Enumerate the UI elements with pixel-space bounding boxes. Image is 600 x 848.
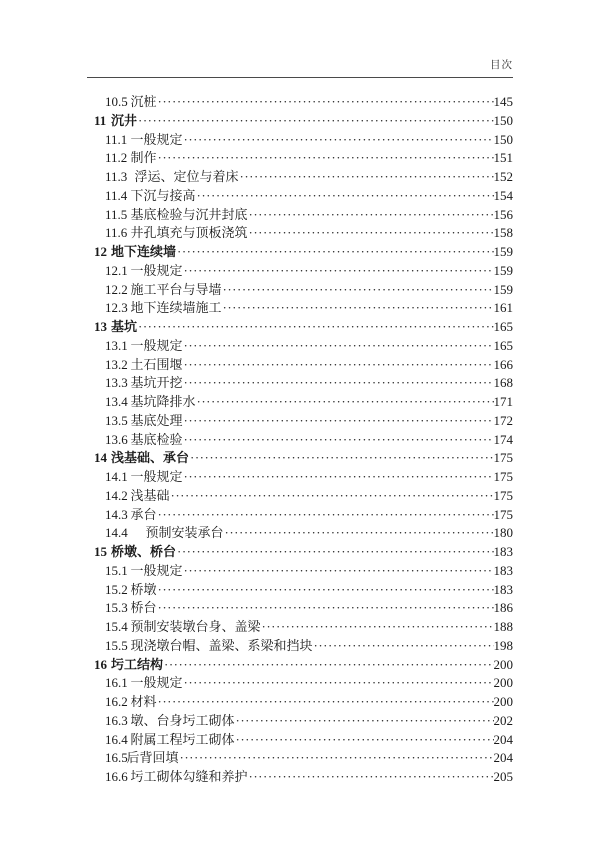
dot-leader [164, 656, 493, 675]
dot-leader [197, 393, 494, 412]
page-header-title: 目次 [490, 60, 513, 71]
dot-leader [158, 93, 494, 112]
toc-entry-page: 159 [493, 281, 513, 297]
toc-entry-number: 11.3 [105, 169, 128, 184]
toc-entry [87, 149, 513, 168]
dot-leader [190, 449, 493, 468]
toc-entry-page: 161 [493, 300, 513, 316]
toc-entry-page: 151 [493, 150, 513, 166]
toc-entry-page: 166 [493, 356, 513, 372]
toc-entry-number: 14.1 [105, 469, 128, 484]
toc-entry [87, 262, 513, 281]
toc-entry [87, 543, 513, 562]
toc-entry-page: 183 [493, 562, 513, 578]
toc-entry-title: 下沉与接高 [130, 187, 196, 203]
toc-entry-number: 13.4 [105, 394, 128, 409]
toc-entry-title: 一般规定 [130, 262, 183, 278]
dot-leader [184, 337, 494, 356]
toc-entry-number: 12 [94, 244, 107, 259]
dot-leader [158, 149, 494, 168]
running-head [87, 59, 513, 78]
toc-entry-number: 15.1 [105, 562, 128, 578]
toc-entry [87, 299, 513, 318]
dot-leader [236, 731, 494, 750]
dot-leader [240, 168, 494, 187]
toc-entry [87, 524, 513, 543]
toc-entry-page: 171 [493, 394, 513, 409]
dot-leader [223, 281, 494, 300]
toc-entry-title: 承台 [130, 506, 157, 522]
dot-leader [177, 543, 493, 562]
toc-entry-title: 基坑 [111, 319, 138, 334]
toc-entry-number: 14.4 [105, 525, 128, 541]
toc-entry-page: 175 [493, 469, 513, 484]
toc-entry [87, 562, 513, 581]
toc-entry-number: 11 [94, 112, 107, 128]
toc-entry-title: 沉桩 [130, 94, 157, 109]
dot-leader [314, 637, 494, 656]
toc-entry-number: 14.2 [105, 487, 128, 503]
toc-entry-title: 圬工结构 [111, 656, 164, 672]
toc-entry-title: 桥台 [130, 600, 157, 616]
toc-entry [87, 712, 513, 731]
toc-entry-number: 15.3 [105, 600, 128, 616]
dot-leader [249, 768, 494, 787]
toc-entry-title: 材料 [130, 694, 157, 709]
toc-entry-number: 13.6 [105, 431, 128, 447]
toc-entry [87, 674, 513, 693]
toc-entry-title: 圬工砌体勾缝和养护 [130, 769, 248, 784]
toc-entry-title: 浮运、定位与着床 [134, 169, 239, 184]
dot-leader [225, 524, 494, 543]
toc-entry-title: 一般规定 [130, 675, 183, 691]
toc-entry-page: 205 [493, 769, 513, 784]
dot-leader [249, 224, 494, 243]
toc-entry-title: 地下连续墙施工 [130, 300, 222, 316]
toc-entry-title: 后背回填 [126, 750, 179, 766]
toc-entry [87, 599, 513, 618]
toc-entry [87, 131, 513, 150]
toc-entry-number: 16.3 [105, 712, 128, 728]
toc-list [87, 93, 513, 787]
toc-entry-title: 沉井 [111, 112, 138, 128]
toc-entry-number: 16.1 [105, 675, 128, 691]
toc-entry-title: 一般规定 [130, 131, 183, 147]
toc-entry-title: 基底检验与沉井封底 [130, 206, 248, 222]
toc-entry [87, 356, 513, 375]
toc-entry-page: 168 [493, 375, 513, 391]
dot-leader [138, 318, 493, 337]
toc-entry-page: 172 [493, 412, 513, 428]
toc-entry [87, 637, 513, 656]
toc-entry-number: 13.2 [105, 356, 128, 372]
dot-leader [177, 243, 493, 262]
toc-entry [87, 393, 513, 412]
toc-entry-number: 16.4 [105, 731, 128, 747]
toc-entry-page: 165 [493, 337, 513, 353]
toc-entry-title: 制作 [130, 150, 157, 166]
toc-entry-page: 180 [493, 525, 513, 541]
toc-entry-page: 156 [493, 206, 513, 222]
dot-leader [236, 712, 494, 731]
toc-entry-title: 一般规定 [130, 469, 183, 484]
toc-entry-number: 13 [94, 319, 107, 334]
toc-entry-title: 土石围堰 [130, 356, 183, 372]
toc-entry-title: 基底处理 [130, 412, 183, 428]
dot-leader [138, 112, 493, 131]
toc-entry-number: 13.5 [105, 412, 128, 428]
dot-leader [184, 262, 494, 281]
toc-entry-title: 浅基础、承台 [111, 450, 190, 466]
toc-entry-page: 183 [493, 581, 513, 597]
toc-entry [87, 224, 513, 243]
toc-entry-title: 井孔填充与顶板浇筑 [130, 225, 248, 241]
dot-leader [262, 618, 494, 637]
toc-entry-page: 204 [493, 731, 513, 747]
dot-leader [184, 562, 494, 581]
toc-entry [87, 506, 513, 525]
toc-entry-number: 16.5 [105, 750, 128, 766]
toc-entry [87, 768, 513, 787]
toc-entry [87, 187, 513, 206]
dot-leader [249, 206, 494, 225]
toc-entry-number: 12.1 [105, 262, 128, 278]
toc-entry-number: 10.5 [105, 94, 128, 109]
toc-entry-page: 145 [493, 94, 513, 109]
dot-leader [158, 693, 494, 712]
toc-entry-page: 183 [493, 544, 513, 559]
toc-entry [87, 93, 513, 112]
toc-entry-number: 11.2 [105, 150, 128, 166]
dot-leader [184, 431, 494, 450]
toc-entry-number: 12.3 [105, 300, 128, 316]
toc-entry-title: 浅基础 [130, 487, 170, 503]
toc-entry-page: 200 [493, 694, 513, 709]
toc-entry [87, 281, 513, 300]
toc-entry-number: 15 [94, 544, 107, 559]
toc-entry [87, 243, 513, 262]
toc-entry-title: 一般规定 [130, 562, 183, 578]
toc-entry [87, 581, 513, 600]
toc-entry-number: 15.2 [105, 581, 128, 597]
toc-entry [87, 449, 513, 468]
toc-entry-number: 11.5 [105, 206, 128, 222]
dot-leader [184, 674, 494, 693]
dot-leader [158, 506, 494, 525]
toc-entry-number: 16 [94, 656, 107, 672]
toc-entry-number: 13.1 [105, 337, 128, 353]
toc-entry-title: 地下连续墙 [111, 244, 177, 259]
toc-entry-page: 175 [493, 506, 513, 522]
toc-entry [87, 168, 513, 187]
toc-entry-page: 159 [493, 262, 513, 278]
toc-entry [87, 487, 513, 506]
toc-entry-title: 预制安装墩台身、盖梁 [130, 619, 261, 634]
toc-entry-number: 11.1 [105, 131, 128, 147]
toc-entry-number: 16.6 [105, 769, 128, 784]
dot-leader [158, 581, 494, 600]
dot-leader [184, 374, 494, 393]
dot-leader [184, 356, 494, 375]
toc-entry-title: 墩、台身圬工砌体 [130, 712, 235, 728]
toc-entry [87, 656, 513, 675]
toc-entry-title: 施工平台与导墙 [130, 281, 222, 297]
toc-entry-title: 现浇墩台帽、盖梁、系梁和挡块 [130, 637, 313, 653]
toc-entry-title: 基坑开挖 [130, 375, 183, 391]
toc-entry-title: 附属工程圬工砌体 [130, 731, 235, 747]
toc-entry-page: 175 [493, 487, 513, 503]
toc-entry-number: 11.4 [105, 187, 128, 203]
dot-leader [197, 187, 494, 206]
toc-entry-title: 一般规定 [130, 337, 183, 353]
toc-entry-page: 188 [493, 619, 513, 634]
dot-leader [184, 468, 494, 487]
toc-entry-page: 158 [493, 225, 513, 241]
toc-entry-page: 165 [493, 319, 513, 334]
toc-entry [87, 731, 513, 750]
toc-entry-page: 175 [493, 450, 513, 466]
toc-entry [87, 468, 513, 487]
toc-entry-page: 202 [493, 712, 513, 728]
toc-entry-page: 198 [493, 637, 513, 653]
toc-entry-number: 14 [94, 450, 107, 466]
dot-leader [158, 599, 494, 618]
toc-entry [87, 337, 513, 356]
toc-entry-number: 13.3 [105, 375, 128, 391]
toc-entry [87, 206, 513, 225]
toc-entry-page: 159 [493, 244, 513, 259]
toc-entry-page: 150 [493, 112, 513, 128]
dot-leader [184, 131, 494, 150]
dot-leader [171, 487, 494, 506]
toc-entry-page: 150 [493, 131, 513, 147]
toc-entry-title: 预制安装承台 [145, 525, 224, 541]
toc-entry-page: 200 [493, 675, 513, 691]
toc-entry-number: 16.2 [105, 694, 128, 709]
dot-leader [184, 412, 494, 431]
toc-entry-page: 152 [493, 169, 513, 184]
toc-entry [87, 431, 513, 450]
toc-entry-title: 桥墩、桥台 [111, 544, 177, 559]
toc-entry-number: 14.3 [105, 506, 128, 522]
toc-entry-title: 基坑降排水 [130, 394, 196, 409]
toc-entry-number: 12.2 [105, 281, 128, 297]
toc-entry-page: 154 [493, 187, 513, 203]
toc-entry-page: 174 [493, 431, 513, 447]
toc-entry [87, 693, 513, 712]
toc-entry-page: 204 [493, 750, 513, 766]
toc-entry-number: 15.4 [105, 619, 128, 634]
toc-entry-page: 200 [493, 656, 513, 672]
toc-entry [87, 374, 513, 393]
toc-entry [87, 112, 513, 131]
toc-entry-page: 186 [493, 600, 513, 616]
toc-entry-title: 桥墩 [130, 581, 157, 597]
toc-entry-title: 基底检验 [130, 431, 183, 447]
dot-leader [180, 749, 494, 768]
toc-entry-number: 15.5 [105, 637, 128, 653]
toc-entry [87, 618, 513, 637]
toc-entry-number: 11.6 [105, 225, 128, 241]
toc-entry [87, 749, 513, 768]
toc-entry [87, 318, 513, 337]
toc-entry [87, 412, 513, 431]
dot-leader [223, 299, 494, 318]
